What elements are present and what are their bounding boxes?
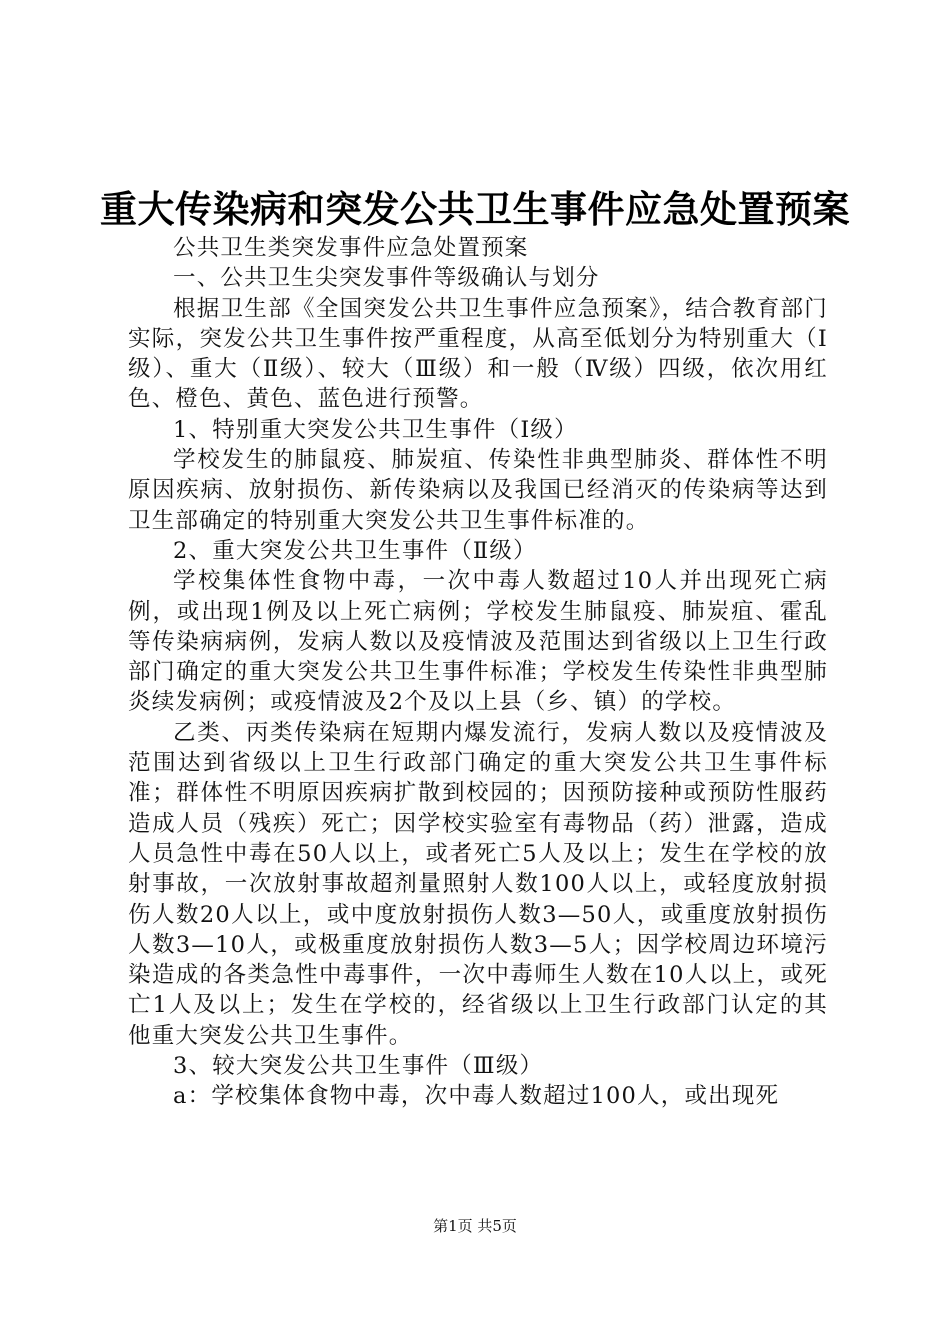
document-title: 重大传染病和突发公共卫生事件应急处置预案 xyxy=(100,188,850,231)
paragraph: 3、较大突发公共卫生事件（Ⅲ级） xyxy=(173,1053,544,1080)
document-body xyxy=(128,233,828,1112)
paragraph: 1、特别重大突发公共卫生事件（Ⅰ级） xyxy=(173,416,578,443)
paragraph: 根据卫生部《全国突发公共卫生事件应急预案》，结合教育部门实际，突发公共卫生事件按严重程度，从高至低划分为特别重大（Ⅰ级）、重大（Ⅱ级）、较大（Ⅲ级）和一般（Ⅳ级）四级，依次用红色、橙色、黄色、蓝色进行预警。 xyxy=(128,295,828,413)
paragraph: a：学校集体食物中毒，次中毒人数超过100人，或出现死 xyxy=(173,1083,780,1110)
paragraph: 乙类、丙类传染病在短期内爆发流行，发病人数以及疫情波及范围达到省级以上卫生行政部门确定的重大突发公共卫生事件标准；群体性不明原因疾病扩散到校园的；因预防接种或预防性服药造成人员（残疾）死亡；因学校实验室有毒物品（药）泄露，造成人员急性中毒在50人以上，或者死亡5人及以上；发生在学校的放射事故，一次放射事故超剂量照射人数100人以上，或轻度放射损伤人数20人以上，或中度放射损伤人数3—50人，或重度放射损伤人数3—10人，或极重度放射损伤人数3—5人；因学校周边环境污染造成的各类急性中毒事件，一次中毒师生人数在10人以上，或死亡1人及以上；发生在学校的，经省级以上卫生行政部门认定的其他重大突发公共卫生事件。 xyxy=(128,719,828,1049)
paragraph: 2、重大突发公共卫生事件（Ⅱ级） xyxy=(173,537,537,564)
paragraph: 公共卫生类突发事件应急处置预案 xyxy=(173,235,529,261)
page-number-footer: 第1页 共5页 xyxy=(433,1217,517,1235)
paragraph: 学校集体性食物中毒，一次中毒人数超过10人并出现死亡病例，或出现1例及以上死亡病例；学校发生肺鼠疫、肺炭疽、霍乱等传染病病例，发病人数以及疫情波及范围达到省级以上卫生行政部门确定的重大突发公共卫生事件标准；学校发生传染性非典型肺炎续发病例；或疫情波及2个及以上县（乡、镇）的学校。 xyxy=(128,568,828,716)
paragraph: 学校发生的肺鼠疫、肺炭疽、传染性非典型肺炎、群体性不明原因疾病、放射损伤、新传染病以及我国已经消灭的传染病等达到卫生部确定的特别重大突发公共卫生事件标准的。 xyxy=(128,447,828,534)
paragraph: 一、公共卫生尖突发事件等级确认与划分 xyxy=(173,265,600,292)
